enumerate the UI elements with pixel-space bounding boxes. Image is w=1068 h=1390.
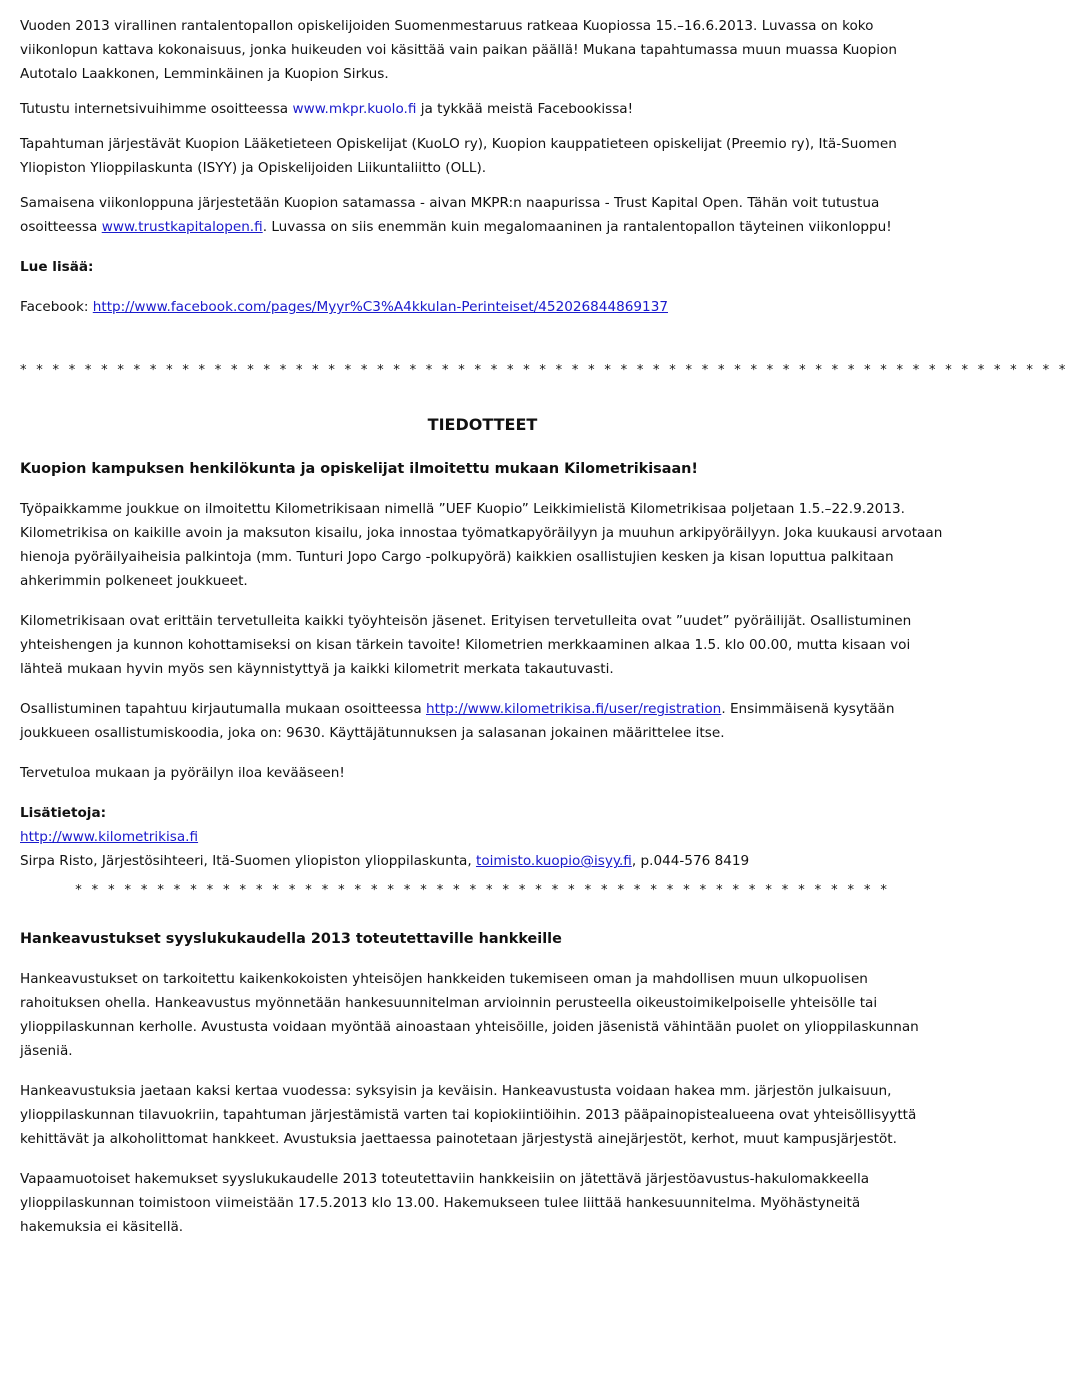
registration-link[interactable]: http://www.kilometrikisa.fi/user/registration (426, 701, 722, 717)
registration-text: Osallistuminen tapahtuu kirjautumalla mukaan osoitteessa (20, 701, 426, 717)
divider-stars: * * * * * * * * * * * * * * * * * * * * * * * * * * * * * * * * * * * * * * * * * * * * * * * * * * * * * * * * * * * * * * * * * (20, 363, 1068, 378)
more-info-link-line (20, 825, 945, 849)
website-paragraph (20, 97, 945, 121)
document-page (20, 14, 1068, 1239)
website-link[interactable]: www.mkpr.kuolo.fi (292, 101, 417, 117)
website-text: Tutustu internetsivuihimme osoitteessa (20, 101, 293, 117)
facebook-link[interactable]: http://www.facebook.com/pages/Myyr%C3%A4kkulan-Perinteiset/452026844869137 (92, 299, 668, 315)
kilometrikisa-title: Kuopion kampuksen henkilökunta ja opiskelijat ilmoitettu mukaan Kilometrikisaan! (20, 461, 698, 477)
hanke-paragraph-1: Hankeavustukset on tarkoitettu kaikenkokoisten yhteisöjen hankkeiden tukemiseen oman ja mahdollisen muun ulkopuolisen rahoituksen ohella. Hankeavustus myönnetään hankesuunnitelman arvioinnin perusteella oikeustoimikelpoiselle yhteisölle tai ylioppilaskunnan kerholle. Avustusta voidaan myöntää ainoastaan yhteisöille, joiden jäsenistä vähintään puolet on ylioppilaskunnan jäseniä. (20, 971, 919, 1059)
organizers-paragraph: Tapahtuman järjestävät Kuopion Lääketieteen Opiskelijat (KuoLO ry), Kuopion kauppatieteen opiskelijat (Preemio ry), Itä-Suomen Yliopiston Ylioppilaskunta (ISYY) ja Opiskelijoiden Liikuntaliitto (OLL). (20, 136, 897, 176)
tiedotteet-heading: TIEDOTTEET (427, 415, 538, 434)
read-more-label: Lue lisää: (20, 259, 94, 275)
trust-kapital-text-after: . Luvassa on siis enemmän kuin megalomaaninen ja rantalentopallon täyteinen viikonloppu! (262, 219, 892, 235)
facebook-paragraph (20, 295, 945, 319)
trust-kapital-text: Samaisena viikonloppuna järjestetään Kuopion satamassa - aivan MKPR:n naapurissa - Trust Kapital Open. Tähän voit tutustua osoitteessa (20, 195, 880, 235)
hanke-paragraph-3: Vapaamuotoiset hakemukset syyslukukaudelle 2013 toteutettaviin hankkeisiin on jätettävä järjestöavustus-hakulomakkeella ylioppilaskunnan toimistoon viimeistään 17.5.2013 klo 13.00. Hakemukseen tulee liittää hankesuunnitelma. Myöhästyneitä hakemuksia ei käsitellä. (20, 1171, 870, 1235)
hankeavustukset-title: Hankeavustukset syyslukukaudella 2013 toteutettaville hankkeille (20, 931, 562, 947)
more-info-label: Lisätietoja: (20, 805, 107, 821)
trust-kapital-link[interactable]: www.trustkapitalopen.fi (101, 219, 263, 235)
kilometrikisa-paragraph-2: Kilometrikisaan ovat erittäin tervetulleita kaikki työyhteisön jäsenet. Erityisen tervetulleita ovat ”uudet” pyöräilijät. Osallistuminen yhteishengen ja kunnon kohottamiseksi on kisan tärkein tavoite! Kilometrien merkkaaminen alkaa 1.5. klo 00.00, mutta kisaan voi lähteä mukaan hyvin myös sen käynnistyttyä ja kaikki kilometrit merkata takautuvasti. (20, 613, 912, 677)
registration-text-after: . Ensimmäisenä kysytään joukkueen osallistumiskoodia, joka on: 9630. Käyttäjätunnuksen ja salasanan jokainen määrittelee itse. (20, 701, 895, 741)
contact-phone: , p.044-576 8419 (631, 853, 750, 869)
divider-stars-short: * * * * * * * * * * * * * * * * * * * * * * * * * * * * * * * * * * * * * * * * * * * * * * * * * * (75, 883, 890, 898)
kilometrikisa-link[interactable]: http://www.kilometrikisa.fi (20, 829, 199, 845)
intro-paragraph: Vuoden 2013 virallinen rantalentopallon opiskelijoiden Suomenmestaruus ratkeaa Kuopiossa 15.–16.6.2013. Luvassa on koko viikonlopun kattava kokonaisuus, jonka huikeuden voi käsittää vain paikan päällä! Mukana tapahtumassa muun muassa Kuopion Autotalo Laakkonen, Lemminkäinen ja Kuopion Sirkus. (20, 18, 897, 82)
contact-text: Sirpa Risto, Järjestösihteeri, Itä-Suomen yliopiston ylioppilaskunta, (20, 853, 476, 869)
website-text-after: ja tykkää meistä Facebookissa! (416, 101, 634, 117)
registration-paragraph (20, 697, 945, 745)
contact-line (20, 849, 945, 873)
contact-email-link[interactable]: toimisto.kuopio@isyy.fi (476, 853, 632, 869)
hanke-paragraph-2: Hankeavustuksia jaetaan kaksi kertaa vuodessa: syksyisin ja keväisin. Hankeavustusta voidaan hakea mm. järjestön julkaisuun, ylioppilaskunnan tilavuokriin, tapahtuman järjestämistä varten tai kopiokiintiöihin. 2013 pääpainopistealueena ovat yhteisöllisyyttä kehittävät ja alkoholittomat hankkeet. Avustuksia jaettaessa painotetaan järjestystä ainejärjestöt, kerhot, muut kampusjärjestöt. (20, 1083, 917, 1147)
kilometrikisa-paragraph-1: Työpaikkamme joukkue on ilmoitettu Kilometrikisaan nimellä ”UEF Kuopio” Leikkimielistä Kilometrikisaa poljetaan 1.5.–22.9.2013. Kilometrikisa on kaikille avoin ja maksuton kisailu, joka innostaa työmatkapyöräilyyn ja muuhun arkipyöräilyyn. Joka kuukausi arvotaan hienoja pyöräilyaiheisia palkintoja (mm. Tunturi Jopo Cargo -polkupyörä) kaikkien osallistujien kesken ja kisan loputtua palkitaan ahkerimmin polkeneet joukkueet. (20, 501, 943, 589)
welcome-paragraph: Tervetuloa mukaan ja pyöräilyn iloa kevääseen! (20, 765, 345, 781)
facebook-label: Facebook: (20, 299, 93, 315)
trust-kapital-paragraph (20, 191, 945, 239)
